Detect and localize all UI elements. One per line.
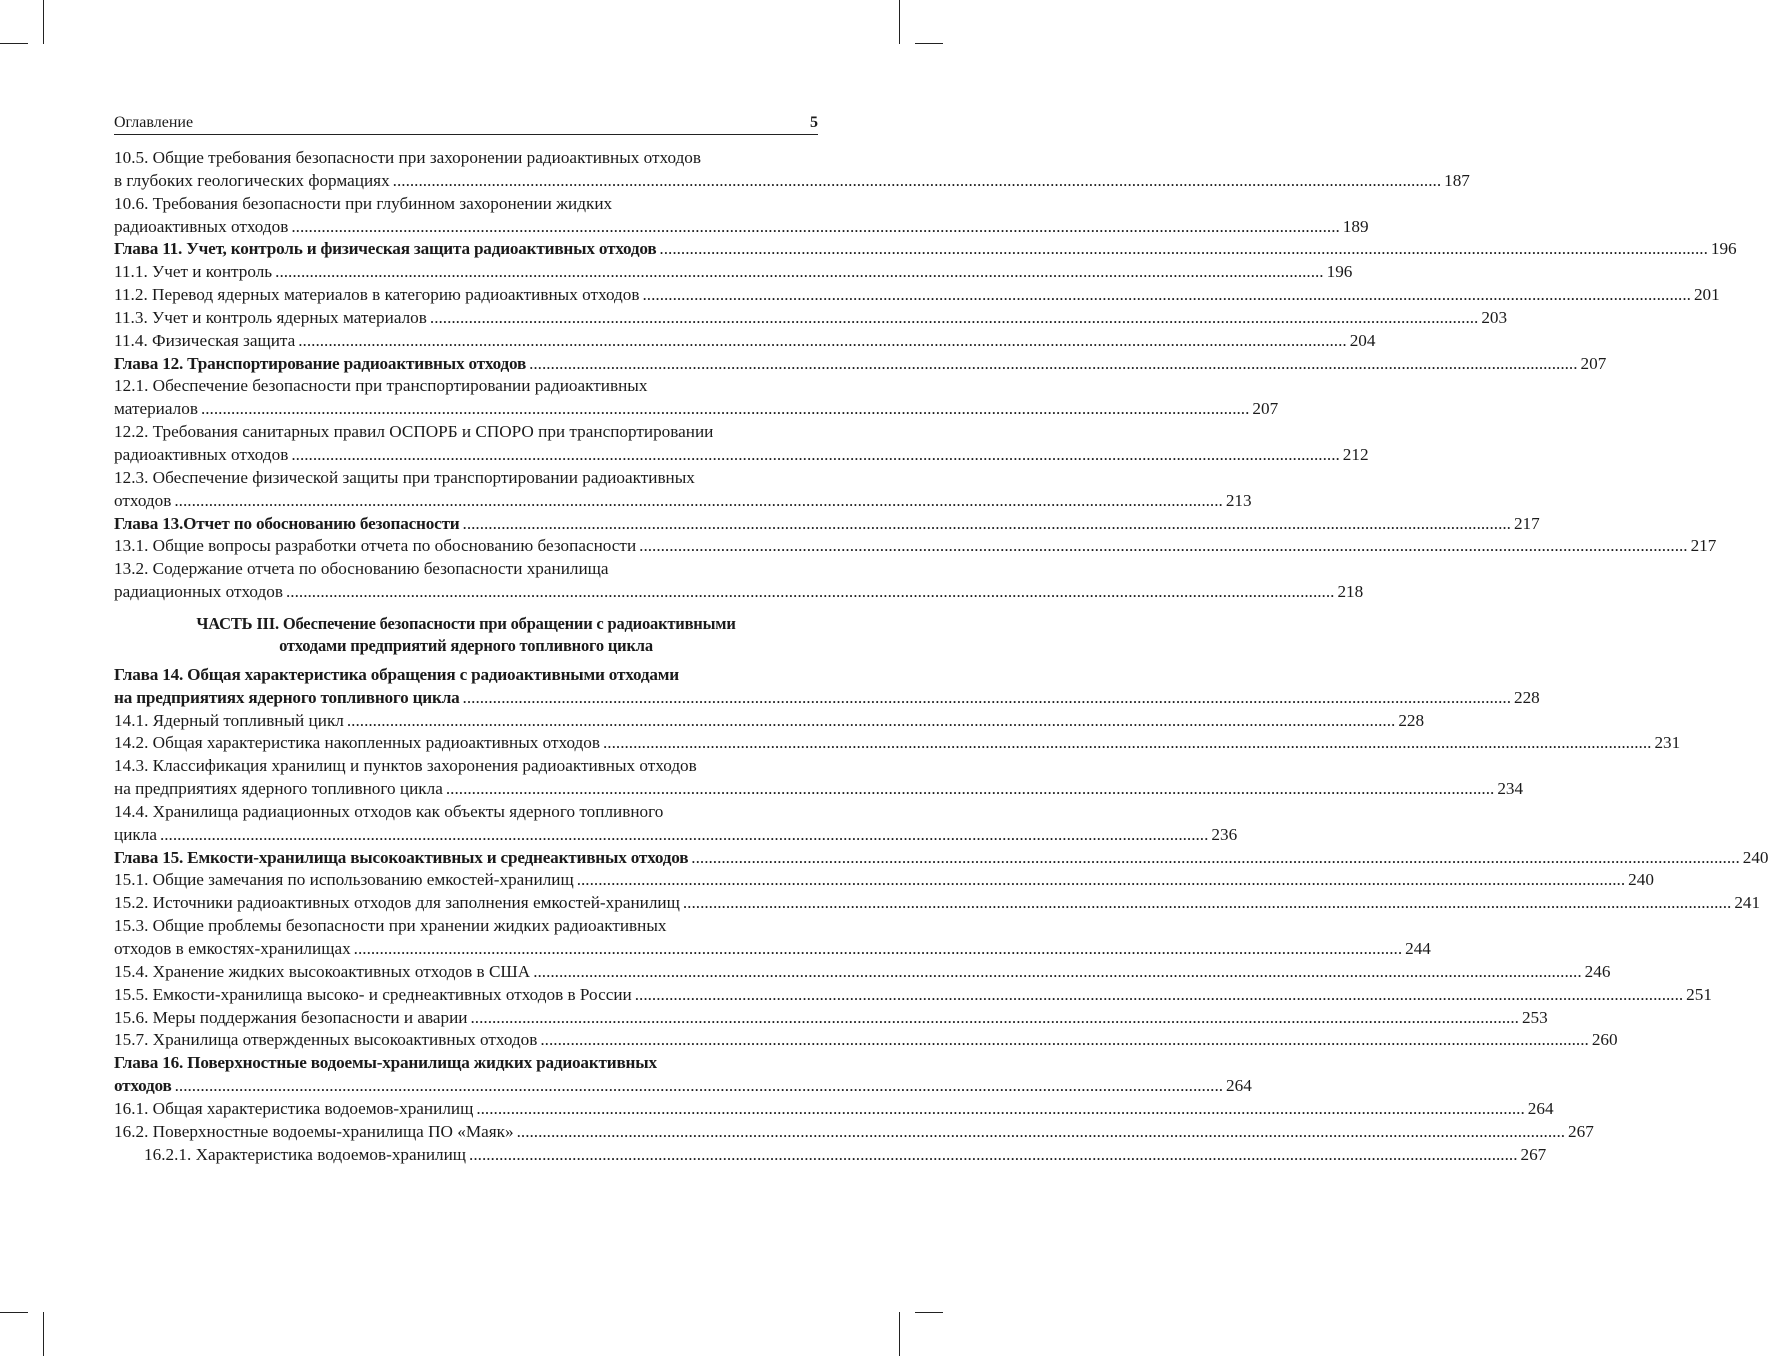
crop-mark (899, 1312, 900, 1356)
dot-leader: .................................................................................................................................................................................................................................................... (470, 1007, 1519, 1027)
toc-page: 196 (1326, 262, 1353, 282)
dot-leader: .................................................................................................................................................................................................................................................... (639, 536, 1688, 556)
toc-line: 15.5. Емкости-хранилища высоко- и среднеактивных отходов в России .................................................................................................................................................................................................................................................... 251 (114, 984, 818, 1007)
toc-page: 212 (1342, 444, 1369, 464)
toc-page: 260 (1591, 1030, 1618, 1050)
toc-page: 217 (1690, 536, 1717, 556)
toc-page: 228 (1513, 687, 1540, 707)
toc-chapter: Глава 16. Поверхностные водоемы-хранилища жидких радиоактивных (114, 1053, 657, 1073)
dot-leader: .................................................................................................................................................................................................................................................... (462, 687, 1511, 707)
toc-page: 196 (1710, 239, 1737, 259)
dot-leader: .................................................................................................................................................................................................................................................... (462, 513, 1511, 533)
toc-page: 231 (1654, 733, 1681, 753)
toc-line: на предприятиях ядерного топливного цикла .................................................................................................................................................................................................................................................... 234 (114, 778, 818, 801)
running-header (114, 112, 818, 135)
toc-chapter: Глава 11. Учет, контроль и физическая защита радиоактивных отходов .................................................................................................................................................................................................................................................... 196 (114, 238, 818, 261)
toc-page: 240 (1742, 847, 1769, 867)
crop-mark (915, 1312, 943, 1313)
crop-mark (0, 1312, 28, 1313)
toc-chapter: на предприятиях ядерного топливного цикла .................................................................................................................................................................................................................................................... 228 (114, 687, 818, 710)
toc-line: радиоактивных отходов .................................................................................................................................................................................................................................................... 212 (114, 444, 818, 467)
dot-leader: .................................................................................................................................................................................................................................................... (516, 1121, 1566, 1141)
toc-page: 213 (1225, 490, 1252, 510)
dot-leader: .................................................................................................................................................................................................................................................... (603, 733, 1652, 753)
toc-line: радиационных отходов .................................................................................................................................................................................................................................................... 218 (114, 581, 818, 604)
toc-line: 15.1. Общие замечания по использованию емкостей-хранилищ .................................................................................................................................................................................................................................................... 240 (114, 869, 818, 892)
toc-page: 236 (1211, 824, 1238, 844)
toc-line: 12.1. Обеспечение безопасности при транспортировании радиоактивных (114, 376, 648, 396)
header-title: Оглавление (114, 114, 194, 131)
toc-page: 251 (1686, 984, 1712, 1004)
toc-chapter: Глава 14. Общая характеристика обращения с радиоактивными отходами (114, 664, 679, 684)
toc-line: 10.6. Требования безопасности при глубинном захоронении жидких (114, 193, 613, 213)
toc-line: 13.2. Содержание отчета по обоснованию безопасности хранилища (114, 559, 609, 579)
toc-line: 12.3. Обеспечение физической защиты при транспортировании радиоактивных (114, 467, 695, 487)
dot-leader: .................................................................................................................................................................................................................................................... (445, 779, 1495, 799)
toc-line: 15.4. Хранение жидких высокоактивных отходов в США .................................................................................................................................................................................................................................................... 246 (114, 961, 818, 984)
toc-page: 244 (1405, 939, 1431, 958)
toc-line: отходов в емкостях-хранилищах .................................................................................................................................................................................................................................................... 244 (114, 938, 818, 961)
dot-leader: .................................................................................................................................................................................................................................................... (200, 399, 1250, 419)
toc-page: 201 (1693, 285, 1720, 305)
toc-line: 11.2. Перевод ядерных материалов в категорию радиоактивных отходов .................................................................................................................................................................................................................................................... 201 (114, 284, 818, 307)
toc-line: 13.1. Общие вопросы разработки отчета по обоснованию безопасности .................................................................................................................................................................................................................................................... 217 (114, 535, 818, 558)
crop-mark (43, 0, 44, 44)
toc-page: 189 (1342, 216, 1369, 236)
toc-page: 228 (1398, 710, 1425, 730)
toc-page: 246 (1584, 961, 1611, 981)
toc-line: радиоактивных отходов .................................................................................................................................................................................................................................................... 189 (114, 216, 818, 239)
toc-page: 217 (1513, 513, 1540, 533)
toc-chapter: отходов .................................................................................................................................................................................................................................................... 264 (114, 1075, 818, 1098)
toc-line: материалов .................................................................................................................................................................................................................................................... 207 (114, 398, 818, 421)
toc-chapter: Глава 12. Транспортирование радиоактивных отходов .................................................................................................................................................................................................................................................... 207 (114, 353, 818, 376)
dot-leader: .................................................................................................................................................................................................................................................... (298, 330, 1347, 350)
crop-mark (0, 43, 28, 44)
dot-leader: .................................................................................................................................................................................................................................................... (159, 824, 1209, 844)
toc-line: 15.6. Меры поддержания безопасности и аварии .................................................................................................................................................................................................................................................... 253 (114, 1007, 818, 1030)
dot-leader: .................................................................................................................................................................................................................................................... (275, 262, 1324, 282)
toc-line: 11.1. Учет и контроль .................................................................................................................................................................................................................................................... 196 (114, 261, 818, 284)
toc-line: 15.2. Источники радиоактивных отходов для заполнения емкостей-хранилищ .................................................................................................................................................................................................................................................... 241 (114, 892, 818, 915)
toc-line: 16.1. Общая характеристика водоемов-хранилищ .................................................................................................................................................................................................................................................... 264 (114, 1098, 818, 1121)
toc-page: 187 (1444, 170, 1470, 190)
toc-line: 14.4. Хранилища радиационных отходов как объекты ядерного топливного (114, 801, 664, 821)
toc-page: 207 (1580, 353, 1607, 373)
toc-page: 240 (1628, 870, 1654, 890)
toc-line: 14.1. Ядерный топливный цикл .................................................................................................................................................................................................................................................... 228 (114, 710, 818, 733)
part-heading-line: ЧАСТЬ III. Обеспечение безопасности при обращении с радиоактивными (196, 613, 736, 633)
table-of-contents (114, 147, 1769, 1166)
toc-line: в глубоких геологических формациях .................................................................................................................................................................................................................................................... 187 (114, 170, 818, 193)
toc-page: 204 (1349, 330, 1376, 350)
dot-leader: .................................................................................................................................................................................................................................................... (429, 307, 1479, 327)
dot-leader: .................................................................................................................................................................................................................................................... (682, 893, 1732, 913)
crop-mark (915, 43, 943, 44)
toc-line: цикла .................................................................................................................................................................................................................................................... 236 (114, 824, 818, 847)
crop-mark (899, 0, 900, 44)
dot-leader: .................................................................................................................................................................................................................................................... (576, 870, 1626, 890)
toc-line: 12.2. Требования санитарных правил ОСПОРБ и СПОРО при транспортировании (114, 422, 714, 442)
toc-page: 241 (1734, 893, 1761, 913)
toc-page: 203 (1481, 307, 1508, 327)
toc-line: 16.2. Поверхностные водоемы-хранилища ПО «Маяк» .................................................................................................................................................................................................................................................... 267 (114, 1121, 818, 1144)
toc-chapter: Глава 13.Отчет по обоснованию безопасности .................................................................................................................................................................................................................................................... 217 (114, 513, 818, 536)
toc-page: 264 (1226, 1076, 1252, 1096)
toc-page: 234 (1497, 779, 1524, 799)
toc-page: 218 (1337, 582, 1364, 602)
crop-mark (43, 1312, 44, 1356)
dot-leader: .................................................................................................................................................................................................................................................... (286, 582, 1335, 602)
dot-leader: .................................................................................................................................................................................................................................................... (291, 216, 1340, 236)
dot-leader: .................................................................................................................................................................................................................................................... (533, 961, 1582, 981)
toc-line: 15.3. Общие проблемы безопасности при хранении жидких радиоактивных (114, 916, 667, 936)
dot-leader: .................................................................................................................................................................................................................................................... (469, 1144, 1518, 1164)
toc-line: 10.5. Общие требования безопасности при захоронении радиоактивных отходов (114, 148, 702, 167)
toc-line: 14.3. Классификация хранилищ и пунктов захоронения радиоактивных отходов (114, 756, 697, 776)
toc-line: отходов .................................................................................................................................................................................................................................................... 213 (114, 490, 818, 513)
dot-leader: .................................................................................................................................................................................................................................................... (529, 353, 1578, 373)
dot-leader: .................................................................................................................................................................................................................................................... (476, 1098, 1525, 1118)
toc-page: 264 (1527, 1098, 1554, 1118)
toc-page: 253 (1521, 1007, 1548, 1027)
dot-leader: .................................................................................................................................................................................................................................................... (642, 285, 1691, 305)
toc-subsection: 16.2.1. Характеристика водоемов-хранилищ .................................................................................................................................................................................................................................................... 267 (114, 1144, 818, 1167)
dot-leader: .................................................................................................................................................................................................................................................... (392, 170, 1442, 190)
dot-leader: .................................................................................................................................................................................................................................................... (291, 444, 1340, 464)
toc-line: 11.3. Учет и контроль ядерных материалов .................................................................................................................................................................................................................................................... 203 (114, 307, 818, 330)
toc-page: 207 (1252, 399, 1279, 419)
page-number: 5 (810, 114, 818, 131)
dot-leader: .................................................................................................................................................................................................................................................... (540, 1030, 1589, 1050)
part-heading (114, 613, 818, 657)
part-heading-line: отходами предприятий ядерного топливного цикла (279, 635, 653, 655)
toc-chapter: Глава 15. Емкости-хранилища высокоактивных и среднеактивных отходов .................................................................................................................................................................................................................................................... 240 (114, 847, 818, 870)
dot-leader: .................................................................................................................................................................................................................................................... (659, 239, 1708, 259)
dot-leader: .................................................................................................................................................................................................................................................... (691, 847, 1740, 867)
toc-page: 267 (1520, 1144, 1547, 1164)
dot-leader: .................................................................................................................................................................................................................................................... (353, 939, 1403, 958)
dot-leader: .................................................................................................................................................................................................................................................... (634, 984, 1684, 1004)
dot-leader: .................................................................................................................................................................................................................................................... (174, 1076, 1224, 1096)
toc-line: 11.4. Физическая защита .................................................................................................................................................................................................................................................... 204 (114, 330, 818, 353)
dot-leader: .................................................................................................................................................................................................................................................... (174, 490, 1223, 510)
toc-line: 14.2. Общая характеристика накопленных радиоактивных отходов .................................................................................................................................................................................................................................................... 231 (114, 732, 818, 755)
toc-line: 15.7. Хранилища отвержденных высокоактивных отходов .................................................................................................................................................................................................................................................... 260 (114, 1029, 818, 1052)
dot-leader: .................................................................................................................................................................................................................................................... (346, 710, 1396, 730)
toc-page: 267 (1568, 1121, 1594, 1141)
